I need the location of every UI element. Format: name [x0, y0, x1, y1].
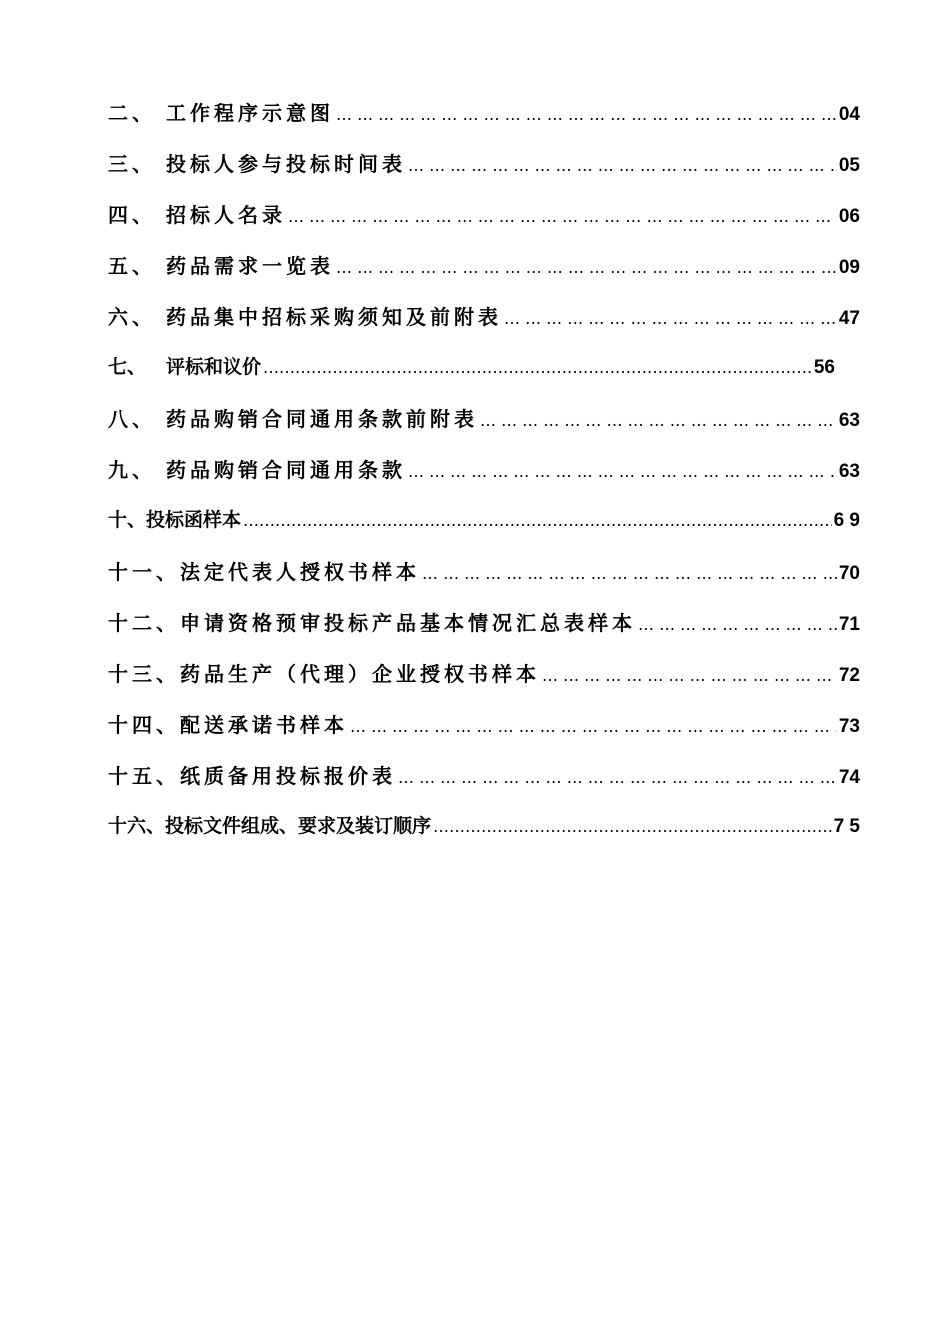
toc-entry[interactable]: [108, 454, 860, 505]
toc-leader-dots: [480, 411, 837, 430]
toc-entry-title: 药品购销合同通用条款前附表: [166, 407, 478, 431]
toc-entry-number: 十一、: [108, 560, 180, 584]
toc-entry-number: 二、: [108, 101, 156, 125]
toc-entry-number: 十三、: [108, 662, 180, 686]
toc-leader-dots: [263, 358, 812, 377]
toc-entry-page: 71: [838, 614, 860, 635]
toc-leader-dots: [336, 105, 837, 124]
toc-entry[interactable]: [108, 709, 860, 760]
toc-leader-dots: [422, 564, 837, 583]
toc-entry-number: 四、: [108, 203, 156, 227]
toc-entry-number: 三、: [108, 152, 156, 176]
toc-entry-title: 投标函样本: [146, 509, 242, 531]
toc-entry-number: 十五、: [108, 764, 180, 788]
toc-entry-number: 七、: [108, 356, 147, 378]
toc-entry-number: 八、: [108, 407, 156, 431]
toc-entry-title: 药品生产（代理）企业授权书样本: [180, 662, 540, 686]
toc-entry-page: 74: [838, 767, 860, 788]
toc-entry-page: 7 5: [833, 816, 860, 837]
toc-leader-dots: [408, 462, 837, 481]
toc-entry-number: 十二、: [108, 611, 180, 635]
toc-entry-title: 法定代表人授权书样本: [180, 560, 420, 584]
toc-entry[interactable]: [108, 352, 860, 403]
toc-entry-number: 九、: [108, 458, 156, 482]
toc-entry-page: 6 9: [833, 510, 860, 531]
toc-leader-dots: [504, 309, 837, 328]
toc-entry-number: 十四、: [108, 713, 180, 737]
toc-entry-page: 72: [838, 665, 860, 686]
toc-entry-title: 招标人名录: [166, 203, 286, 227]
toc-entry-title: 投标人参与投标时间表: [166, 152, 406, 176]
toc-entry[interactable]: [108, 760, 860, 811]
toc-leader-dots: [638, 615, 837, 634]
toc-leader-dots: [542, 666, 837, 685]
toc-entry-page: 56: [813, 357, 835, 378]
toc-entry-page: 09: [838, 257, 860, 278]
toc-entry-page: 06: [838, 206, 860, 227]
toc-leader-dots: [336, 258, 837, 277]
toc-entry-page: 05: [838, 155, 860, 176]
toc-entry[interactable]: [108, 556, 860, 607]
toc-entry-title: 药品购销合同通用条款: [166, 458, 406, 482]
toc-leader-dots: [288, 207, 837, 226]
toc-entry-page: 47: [838, 308, 860, 329]
toc-entry-title: 配送承诺书样本: [180, 713, 348, 737]
toc-entry-title: 评标和议价: [166, 356, 262, 378]
toc-entry[interactable]: [108, 148, 860, 199]
toc-entry-page: 04: [838, 104, 860, 125]
toc-entry[interactable]: [108, 505, 860, 556]
toc-entry[interactable]: [108, 658, 860, 709]
toc-leader-dots: [433, 817, 832, 836]
toc-leader-dots: [350, 717, 837, 736]
toc-entry-title: 药品集中招标采购须知及前附表: [166, 305, 502, 329]
toc-entry-title: 工作程序示意图: [166, 101, 334, 125]
toc-entry-number: 六、: [108, 305, 156, 329]
toc-entry[interactable]: [108, 403, 860, 454]
toc-entry-page: 70: [838, 563, 860, 584]
toc-entry[interactable]: [108, 607, 860, 658]
toc-leader-dots: [243, 511, 832, 530]
toc-entry-page: 73: [838, 716, 860, 737]
toc-entry-title: 纸质备用投标报价表: [180, 764, 396, 788]
toc-entry-page: 63: [838, 461, 860, 482]
toc-entry[interactable]: [108, 301, 860, 352]
table-of-contents: [108, 97, 860, 862]
toc-entry[interactable]: [108, 250, 860, 301]
toc-leader-dots: [398, 768, 837, 787]
toc-entry[interactable]: [108, 199, 860, 250]
toc-entry-number: 十、: [108, 509, 147, 531]
toc-entry-title: 投标文件组成、要求及装订顺序: [165, 815, 432, 837]
toc-entry[interactable]: [108, 811, 860, 862]
toc-entry-number: 五、: [108, 254, 156, 278]
toc-entry-page: 63: [838, 410, 860, 431]
toc-entry-title: 药品需求一览表: [166, 254, 334, 278]
toc-entry-number: 十六、: [108, 815, 166, 837]
toc-entry-title: 申请资格预审投标产品基本情况汇总表样本: [180, 611, 636, 635]
toc-entry[interactable]: [108, 97, 860, 148]
toc-leader-dots: [408, 156, 837, 175]
